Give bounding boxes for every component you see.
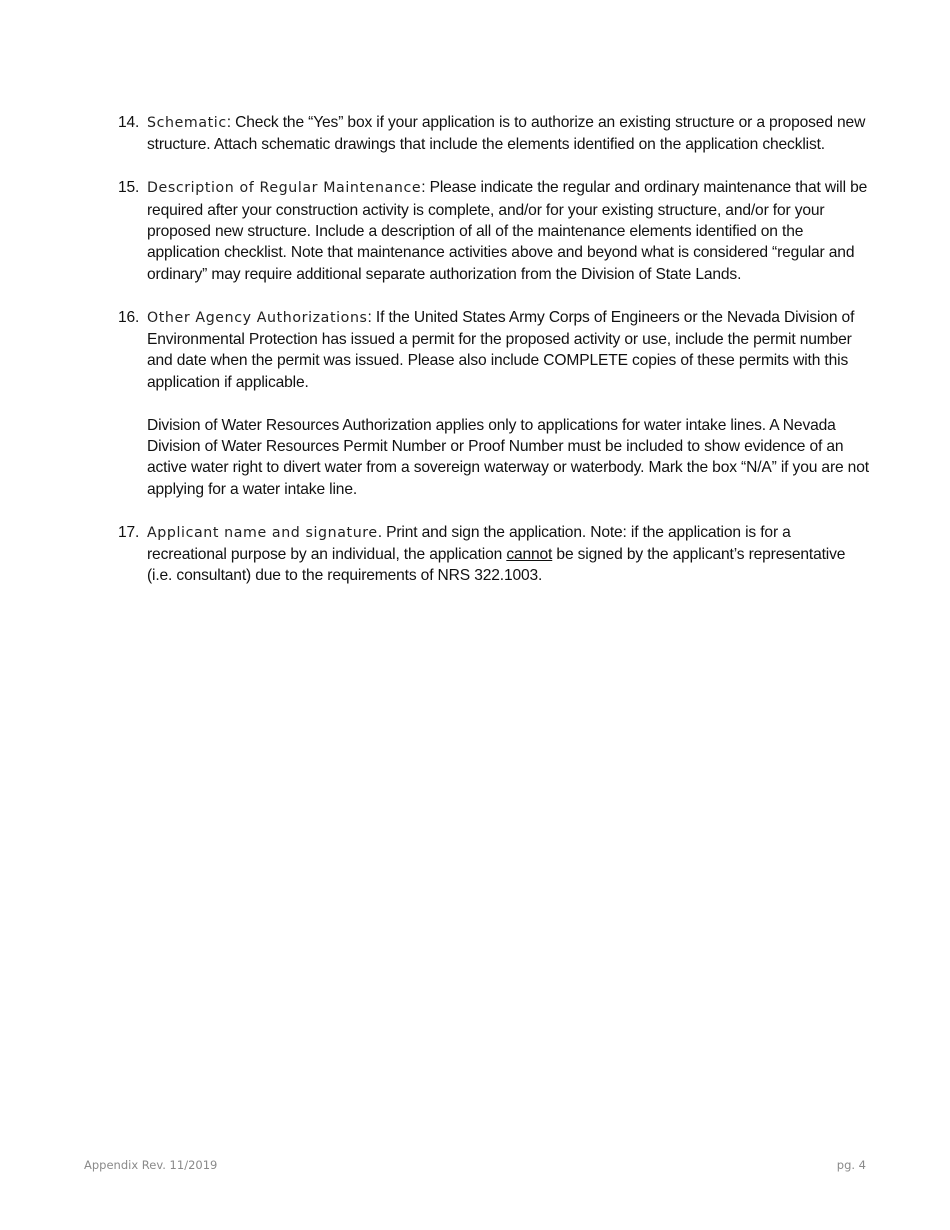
term-suffix: : — [421, 179, 426, 197]
item-text: If the United States Army Corps of Engineers or the Nevada Division of Environmental Protection has issued a permit for the proposed activity or use, include the permit number and date when the permit was issued. Please also include COMPLETE copies of these permits with this application if applicable. — [147, 308, 855, 391]
item-paragraph — [147, 307, 870, 394]
instruction-item-16 — [118, 307, 870, 501]
item-term: Other Agency Authorizations — [147, 309, 368, 326]
item-text-underlined: cannot — [506, 546, 553, 564]
instruction-item-17 — [118, 522, 870, 587]
item-term: Applicant name and signature — [147, 524, 378, 541]
item-number: 14. — [118, 114, 140, 131]
item-term: Schematic — [147, 115, 227, 131]
item-text: Check the “Yes” box if your application is to authorize an existing structure or a proposed new structure. Attach schematic drawings that include the elements identified on the application checklist. — [147, 114, 866, 154]
item-paragraph-secondary: Division of Water Resources Authorization applies only to applications for water intake lines. A Nevada Division of Water Resources Permit Number or Proof Number must be included to show evidence of an active water right to divert water from a sovereign waterway or waterbody. Mark the box “N/A” if you are not applying for a water intake line. — [147, 416, 869, 498]
item-paragraph — [147, 112, 870, 156]
item-paragraph — [147, 522, 870, 587]
item-paragraph — [147, 177, 870, 285]
item-text-after: be signed by the applicant’s representative (i.e. consultant) due to the requirements of NRS 322.1003. — [147, 546, 846, 585]
term-suffix: : — [367, 308, 372, 326]
instructions-list — [118, 112, 870, 608]
item-text-before: Print and sign the application. Note: if the application is for a recreational purpose by an individual, the application — [147, 523, 791, 564]
item-text: Please indicate the regular and ordinary maintenance that will be required after your construction activity is complete, and/or for your existing structure, and/or for your proposed new structure. Include a description of all of the maintenance elements identified on the application checklist. Note that maintenance activities above and beyond what is considered “regular and ordinary” may require additional separate authorization from the Division of State Lands. — [147, 179, 868, 283]
item-term: Description of Regular Maintenance — [147, 180, 422, 197]
term-suffix: : — [226, 114, 231, 131]
footer-page-number: pg. 4 — [836, 1158, 866, 1172]
item-number: 17. — [118, 523, 140, 541]
instruction-item-15 — [118, 177, 870, 285]
term-suffix: . — [377, 523, 382, 541]
footer-revision: Appendix Rev. 11/2019 — [84, 1158, 218, 1172]
item-number: 16. — [118, 308, 140, 326]
item-number: 15. — [118, 179, 140, 197]
instruction-item-14 — [118, 112, 870, 156]
